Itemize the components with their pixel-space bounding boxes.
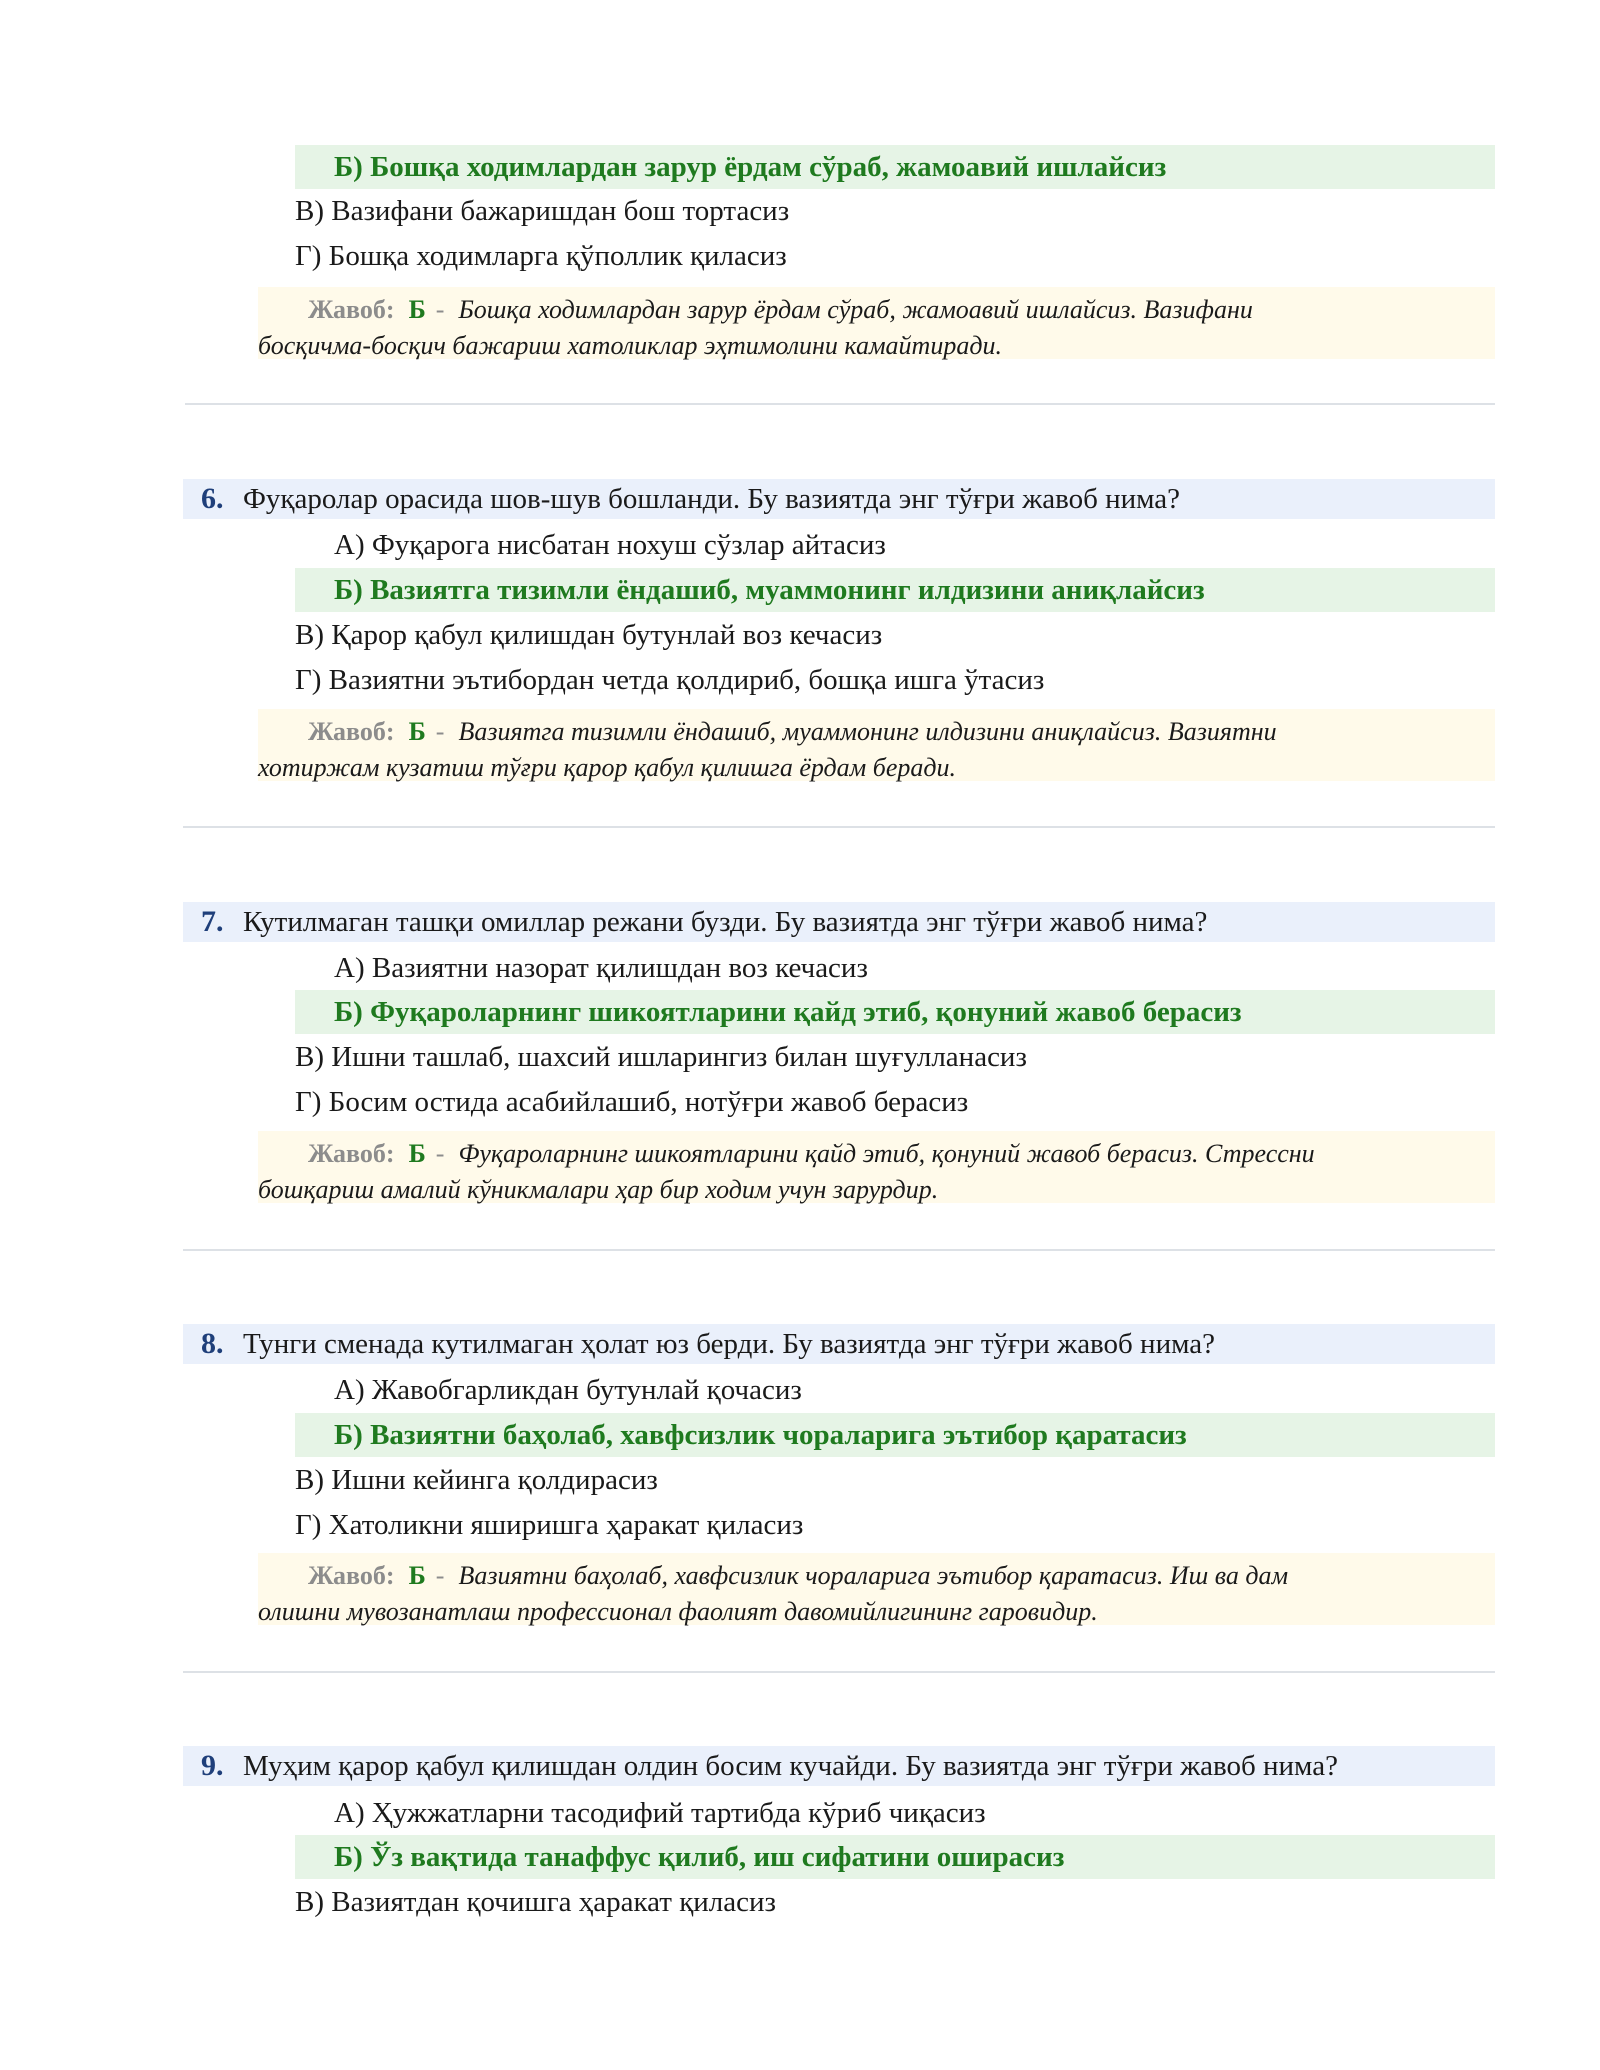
option: А) Вазиятни назорат қилишдан воз кечасиз <box>334 952 868 984</box>
option: В) Ишни кейинга қолдирасиз <box>295 1464 658 1496</box>
option: А) Жавобгарликдан бутунлай қочасиз <box>334 1374 802 1406</box>
question-9 <box>183 1746 1495 1786</box>
option-correct: Б) Вазиятни баҳолаб, хавфсизлик чораларига эътибор қаратасиз <box>295 1413 1495 1457</box>
answer-text: Вазиятни баҳолаб, хавфсизлик чораларига эътибор қаратасиз. Иш ва дам <box>458 1561 1289 1590</box>
question-7 <box>183 902 1495 942</box>
question-text: Муҳим қарор қабул қилишдан олдин босим кучайди. Бу вазиятда энг тўғри жавоб нима? <box>243 1750 1338 1782</box>
answer-label: Жавоб: <box>308 1561 395 1590</box>
answer-line-1 <box>258 292 1495 328</box>
answer-text: Бошқа ходимлардан зарур ёрдам сўраб, жамоавий ишлайсиз. Вазифани <box>458 295 1253 324</box>
question-number: 6. <box>201 482 224 515</box>
option: В) Вазиятдан қочишга ҳаракат қиласиз <box>295 1886 776 1918</box>
answer-box <box>258 287 1495 359</box>
option: А) Фуқарога нисбатан нохуш сўзлар айтасиз <box>334 529 886 561</box>
question-text: Фуқаролар орасида шов-шув бошланди. Бу вазиятда энг тўғри жавоб нима? <box>243 483 1181 515</box>
answer-text: Вазиятга тизимли ёндашиб, муаммонинг илдизини аниқлайсиз. Вазиятни <box>458 717 1277 746</box>
answer-key: Б <box>408 717 426 746</box>
question-8 <box>183 1324 1495 1364</box>
option: Г) Хатоликни яширишга ҳаракат қиласиз <box>295 1509 804 1541</box>
option-correct: Б) Бошқа ходимлардан зарур ёрдам сўраб, жамоавий ишлайсиз <box>295 145 1495 189</box>
answer-key: Б <box>408 295 426 324</box>
question-number: 7. <box>201 905 224 938</box>
answer-line-2: бошқариш амалий кўникмалари ҳар бир ходим учун зарурдир. <box>258 1175 939 1204</box>
option-correct: Б) Фуқароларнинг шикоятларини қайд этиб, қонуний жавоб берасиз <box>295 990 1495 1034</box>
question-number: 8. <box>201 1327 224 1360</box>
section-divider <box>183 826 1495 828</box>
answer-label: Жавоб: <box>308 717 395 746</box>
option: Г) Босим остида асабийлашиб, нотўғри жавоб берасиз <box>295 1086 969 1118</box>
option: А) Ҳужжатларни тасодифий тартибда кўриб чиқасиз <box>334 1797 986 1829</box>
answer-box <box>258 709 1495 781</box>
answer-line-1 <box>258 1136 1495 1172</box>
answer-dash: - <box>435 1561 445 1590</box>
answer-line-1 <box>258 1558 1495 1594</box>
option: В) Вазифани бажаришдан бош тортасиз <box>295 195 790 227</box>
option: Г) Бошқа ходимларга қўполлик қиласиз <box>295 240 787 272</box>
section-divider <box>183 1671 1495 1673</box>
answer-box <box>258 1553 1495 1625</box>
answer-line-1 <box>258 714 1495 750</box>
section-divider <box>183 1249 1495 1251</box>
question-text: Тунги сменада кутилмаган ҳолат юз берди. Бу вазиятда энг тўғри жавоб нима? <box>243 1328 1215 1360</box>
answer-key: Б <box>408 1561 426 1590</box>
answer-line-2: хотиржам кузатиш тўғри қарор қабул қилишга ёрдам беради. <box>258 753 957 782</box>
answer-line-2: босқичма-босқич бажариш хатоликлар эҳтимолини камайтиради. <box>258 331 1002 360</box>
question-6 <box>183 479 1495 519</box>
answer-label: Жавоб: <box>308 295 395 324</box>
option: Г) Вазиятни эътибордан четда қолдириб, бошқа ишга ўтасиз <box>295 664 1045 696</box>
answer-label: Жавоб: <box>308 1139 395 1168</box>
option: В) Қарор қабул қилишдан бутунлай воз кечасиз <box>295 619 883 651</box>
section-divider <box>185 403 1495 405</box>
question-number: 9. <box>201 1749 224 1782</box>
answer-box <box>258 1131 1495 1203</box>
answer-key: Б <box>408 1139 426 1168</box>
answer-text: Фуқароларнинг шикоятларини қайд этиб, қонуний жавоб берасиз. Стрессни <box>458 1139 1315 1168</box>
answer-dash: - <box>435 717 445 746</box>
answer-dash: - <box>435 295 445 324</box>
option-correct: Б) Вазиятга тизимли ёндашиб, муаммонинг илдизини аниқлайсиз <box>295 568 1495 612</box>
option-correct: Б) Ўз вақтида танаффус қилиб, иш сифатини оширасиз <box>295 1835 1495 1879</box>
answer-dash: - <box>435 1139 445 1168</box>
question-text: Кутилмаган ташқи омиллар режани бузди. Бу вазиятда энг тўғри жавоб нима? <box>243 906 1208 938</box>
option: В) Ишни ташлаб, шахсий ишларингиз билан шуғулланасиз <box>295 1041 1027 1073</box>
answer-line-2: олишни мувозанатлаш профессионал фаолият давомийлигининг гаровидир. <box>258 1597 1098 1626</box>
